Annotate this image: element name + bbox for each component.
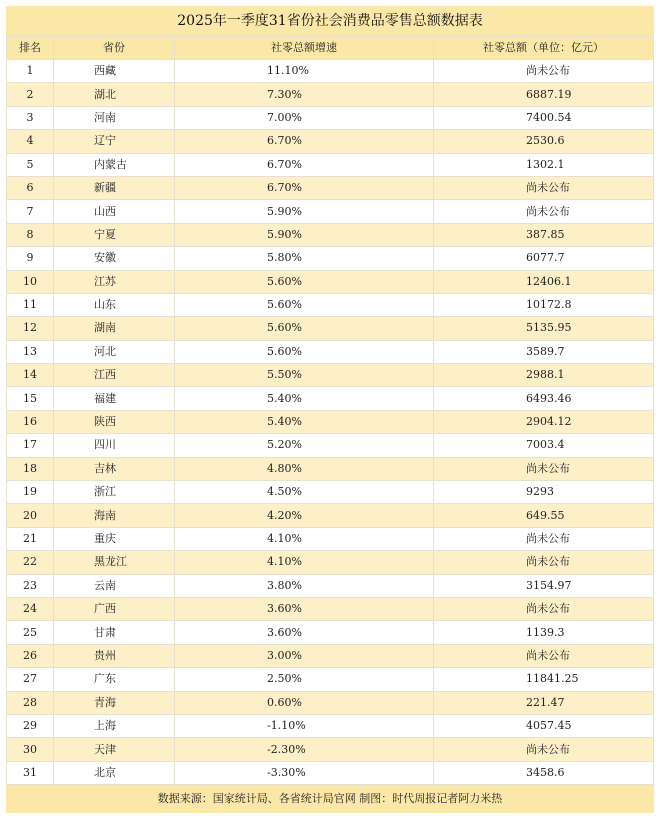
- cell-province: 辽宁: [54, 130, 175, 153]
- cell-rank: 3: [7, 106, 54, 129]
- cell-province: 青海: [54, 691, 175, 714]
- cell-rank: 29: [7, 714, 54, 737]
- cell-total: 7003.4: [434, 434, 654, 457]
- table-header-row: [7, 37, 654, 60]
- table-row: [7, 551, 654, 574]
- table-title: 2025年一季度31省份社会消费品零售总额数据表: [6, 6, 654, 36]
- cell-province: 河南: [54, 106, 175, 129]
- cell-growth: 4.50%: [175, 481, 434, 504]
- table-row: [7, 761, 654, 784]
- cell-total: 2988.1: [434, 364, 654, 387]
- table-row: [7, 621, 654, 644]
- table-row: [7, 738, 654, 761]
- cell-growth: 11.10%: [175, 60, 434, 83]
- cell-total: 9293: [434, 481, 654, 504]
- header-rank: 排名: [7, 37, 54, 60]
- cell-growth: 4.20%: [175, 504, 434, 527]
- cell-rank: 31: [7, 761, 54, 784]
- cell-total: 尚未公布: [434, 60, 654, 83]
- cell-growth: 5.40%: [175, 410, 434, 433]
- cell-total: 2530.6: [434, 130, 654, 153]
- cell-total: 221.47: [434, 691, 654, 714]
- cell-rank: 21: [7, 527, 54, 550]
- table-row: [7, 340, 654, 363]
- cell-rank: 16: [7, 410, 54, 433]
- header-province: 省份: [54, 37, 175, 60]
- cell-total: 649.55: [434, 504, 654, 527]
- cell-rank: 1: [7, 60, 54, 83]
- cell-growth: -2.30%: [175, 738, 434, 761]
- table-row: [7, 434, 654, 457]
- cell-rank: 17: [7, 434, 54, 457]
- cell-growth: 4.10%: [175, 551, 434, 574]
- cell-province: 安徽: [54, 247, 175, 270]
- cell-total: 尚未公布: [434, 457, 654, 480]
- cell-total: 3589.7: [434, 340, 654, 363]
- cell-growth: 3.80%: [175, 574, 434, 597]
- cell-province: 福建: [54, 387, 175, 410]
- cell-province: 天津: [54, 738, 175, 761]
- table-row: [7, 387, 654, 410]
- cell-total: 尚未公布: [434, 644, 654, 667]
- cell-province: 西藏: [54, 60, 175, 83]
- cell-rank: 27: [7, 668, 54, 691]
- cell-growth: 2.50%: [175, 668, 434, 691]
- cell-growth: 5.80%: [175, 247, 434, 270]
- cell-total: 尚未公布: [434, 551, 654, 574]
- cell-total: 10172.8: [434, 293, 654, 316]
- cell-province: 江西: [54, 364, 175, 387]
- cell-growth: 0.60%: [175, 691, 434, 714]
- cell-province: 广西: [54, 597, 175, 620]
- cell-rank: 10: [7, 270, 54, 293]
- cell-growth: 4.10%: [175, 527, 434, 550]
- cell-province: 贵州: [54, 644, 175, 667]
- cell-province: 湖南: [54, 317, 175, 340]
- cell-total: 6493.46: [434, 387, 654, 410]
- cell-growth: 5.60%: [175, 340, 434, 363]
- cell-rank: 13: [7, 340, 54, 363]
- cell-province: 北京: [54, 761, 175, 784]
- source-footer: 数据来源：国家统计局、各省统计局官网 制图：时代周报记者阿力米热: [6, 785, 654, 813]
- header-growth: 社零总额增速: [175, 37, 434, 60]
- cell-province: 海南: [54, 504, 175, 527]
- cell-province: 内蒙古: [54, 153, 175, 176]
- cell-total: 尚未公布: [434, 176, 654, 199]
- cell-province: 云南: [54, 574, 175, 597]
- cell-rank: 18: [7, 457, 54, 480]
- table-row: [7, 644, 654, 667]
- cell-rank: 20: [7, 504, 54, 527]
- cell-growth: 5.90%: [175, 200, 434, 223]
- cell-rank: 11: [7, 293, 54, 316]
- cell-rank: 25: [7, 621, 54, 644]
- cell-rank: 26: [7, 644, 54, 667]
- cell-total: 7400.54: [434, 106, 654, 129]
- table-row: [7, 60, 654, 83]
- table-row: [7, 504, 654, 527]
- cell-total: 尚未公布: [434, 597, 654, 620]
- cell-total: 6077.7: [434, 247, 654, 270]
- cell-growth: 3.60%: [175, 597, 434, 620]
- cell-province: 浙江: [54, 481, 175, 504]
- cell-total: 387.85: [434, 223, 654, 246]
- cell-growth: 4.80%: [175, 457, 434, 480]
- cell-growth: -3.30%: [175, 761, 434, 784]
- cell-province: 河北: [54, 340, 175, 363]
- cell-growth: 3.00%: [175, 644, 434, 667]
- cell-rank: 23: [7, 574, 54, 597]
- cell-rank: 6: [7, 176, 54, 199]
- cell-province: 甘肃: [54, 621, 175, 644]
- table-row: [7, 481, 654, 504]
- cell-total: 1139.3: [434, 621, 654, 644]
- table-row: [7, 270, 654, 293]
- cell-rank: 7: [7, 200, 54, 223]
- cell-total: 3154.97: [434, 574, 654, 597]
- cell-province: 江苏: [54, 270, 175, 293]
- cell-total: 3458.6: [434, 761, 654, 784]
- table-row: [7, 153, 654, 176]
- table-row: [7, 317, 654, 340]
- cell-growth: 5.40%: [175, 387, 434, 410]
- table-row: [7, 714, 654, 737]
- cell-rank: 4: [7, 130, 54, 153]
- cell-growth: -1.10%: [175, 714, 434, 737]
- cell-province: 黑龙江: [54, 551, 175, 574]
- cell-province: 广东: [54, 668, 175, 691]
- province-retail-table: [6, 36, 654, 785]
- table-row: [7, 176, 654, 199]
- cell-rank: 30: [7, 738, 54, 761]
- cell-province: 山东: [54, 293, 175, 316]
- table-row: [7, 457, 654, 480]
- header-total: 社零总额（单位：亿元）: [434, 37, 654, 60]
- table-row: [7, 130, 654, 153]
- cell-rank: 14: [7, 364, 54, 387]
- table-row: [7, 668, 654, 691]
- cell-total: 尚未公布: [434, 527, 654, 550]
- cell-rank: 22: [7, 551, 54, 574]
- cell-rank: 5: [7, 153, 54, 176]
- cell-growth: 5.60%: [175, 270, 434, 293]
- cell-province: 新疆: [54, 176, 175, 199]
- cell-province: 四川: [54, 434, 175, 457]
- cell-province: 湖北: [54, 83, 175, 106]
- cell-growth: 7.00%: [175, 106, 434, 129]
- cell-growth: 5.20%: [175, 434, 434, 457]
- table-row: [7, 247, 654, 270]
- cell-province: 山西: [54, 200, 175, 223]
- table-row: [7, 106, 654, 129]
- cell-total: 12406.1: [434, 270, 654, 293]
- cell-growth: 6.70%: [175, 130, 434, 153]
- cell-growth: 5.60%: [175, 293, 434, 316]
- table-row: [7, 597, 654, 620]
- cell-province: 上海: [54, 714, 175, 737]
- cell-growth: 6.70%: [175, 153, 434, 176]
- cell-rank: 15: [7, 387, 54, 410]
- cell-growth: 5.50%: [175, 364, 434, 387]
- table-body: [7, 60, 654, 785]
- cell-total: 5135.95: [434, 317, 654, 340]
- cell-growth: 5.60%: [175, 317, 434, 340]
- cell-rank: 12: [7, 317, 54, 340]
- cell-total: 尚未公布: [434, 200, 654, 223]
- table-row: [7, 574, 654, 597]
- cell-rank: 8: [7, 223, 54, 246]
- cell-total: 1302.1: [434, 153, 654, 176]
- cell-total: 6887.19: [434, 83, 654, 106]
- cell-total: 2904.12: [434, 410, 654, 433]
- cell-province: 宁夏: [54, 223, 175, 246]
- cell-growth: 5.90%: [175, 223, 434, 246]
- data-table-card: [6, 6, 654, 816]
- cell-rank: 2: [7, 83, 54, 106]
- cell-rank: 9: [7, 247, 54, 270]
- table-row: [7, 410, 654, 433]
- table-row: [7, 200, 654, 223]
- cell-total: 11841.25: [434, 668, 654, 691]
- cell-total: 4057.45: [434, 714, 654, 737]
- cell-province: 吉林: [54, 457, 175, 480]
- table-row: [7, 293, 654, 316]
- table-row: [7, 527, 654, 550]
- table-row: [7, 223, 654, 246]
- cell-province: 陕西: [54, 410, 175, 433]
- table-row: [7, 83, 654, 106]
- cell-growth: 7.30%: [175, 83, 434, 106]
- cell-growth: 3.60%: [175, 621, 434, 644]
- cell-rank: 28: [7, 691, 54, 714]
- cell-province: 重庆: [54, 527, 175, 550]
- table-row: [7, 364, 654, 387]
- table-row: [7, 691, 654, 714]
- cell-rank: 24: [7, 597, 54, 620]
- cell-growth: 6.70%: [175, 176, 434, 199]
- cell-rank: 19: [7, 481, 54, 504]
- cell-total: 尚未公布: [434, 738, 654, 761]
